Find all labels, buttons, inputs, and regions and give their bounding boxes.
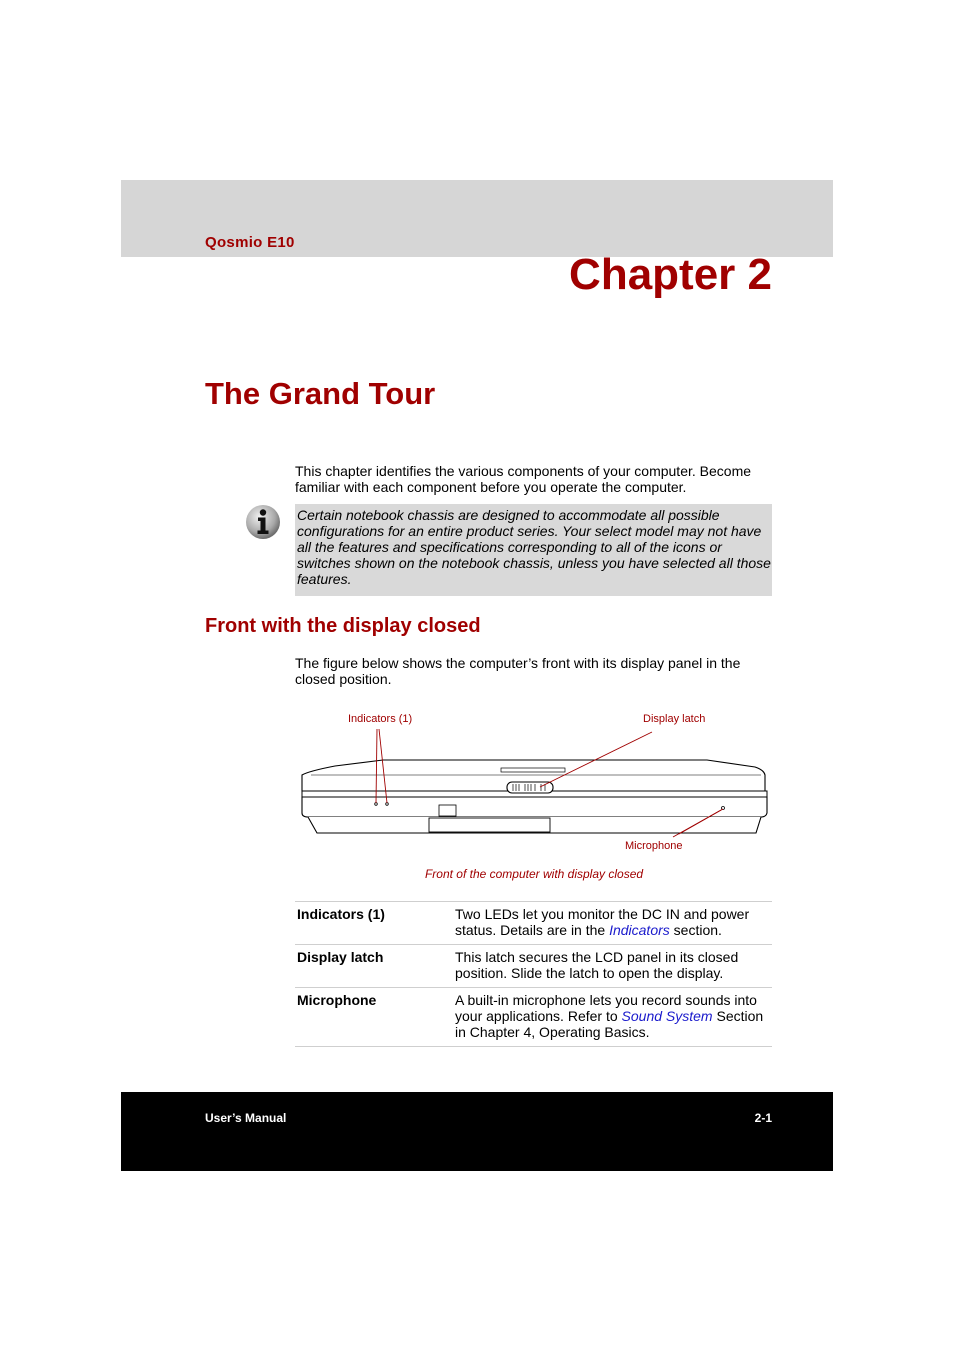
note-text: Certain notebook chassis are designed to accommodate all possible configurations for an entire product series. Your select model may not have all the features and specifications corresponding to all of the icons or switches shown on the notebook chassis, unless you have selected all those features. [297,507,771,587]
table-row [295,902,772,945]
figure-caption: Front of the computer with display closed [424,867,644,881]
term-microphone: Microphone [295,988,453,1047]
desc-display-latch: This latch secures the LCD panel in its closed position. Slide the latch to open the display. [453,945,772,988]
footer-band [121,1092,833,1171]
laptop-front-figure [295,705,775,865]
figure-intro-paragraph: The figure below shows the computer’s front with its display panel in the closed position. [295,655,741,687]
product-name: Qosmio E10 [205,234,295,251]
intro-paragraph: This chapter identifies the various components of your computer. Become familiar with each component before you operate the computer. [295,463,752,495]
desc-indicators: Two LEDs let you monitor the DC IN and power status. Details are in the Indicators section. [453,902,772,945]
label-microphone: Microphone [625,840,683,852]
indicators-link[interactable]: Indicators [609,922,670,938]
subsection-title: Front with the display closed [205,615,481,637]
sound-system-link[interactable]: Sound System [621,1008,713,1024]
label-indicators: Indicators (1) [348,713,413,725]
info-icon [245,504,281,540]
term-indicators: Indicators (1) [295,902,453,945]
desc-microphone: A built-in microphone lets you record sounds into your applications. Refer to Sound System Section in Chapter 4, Operating Basics. [453,988,772,1047]
table-row [295,988,772,1047]
term-display-latch: Display latch [295,945,453,988]
section-title: The Grand Tour [205,376,436,411]
component-table [295,901,772,1047]
label-display-latch: Display latch [643,713,706,725]
page-number: 2-1 [754,1111,772,1125]
footer-manual-title: User’s Manual [205,1111,287,1125]
chapter-title: Chapter 2 [569,250,772,299]
table-row [295,945,772,988]
